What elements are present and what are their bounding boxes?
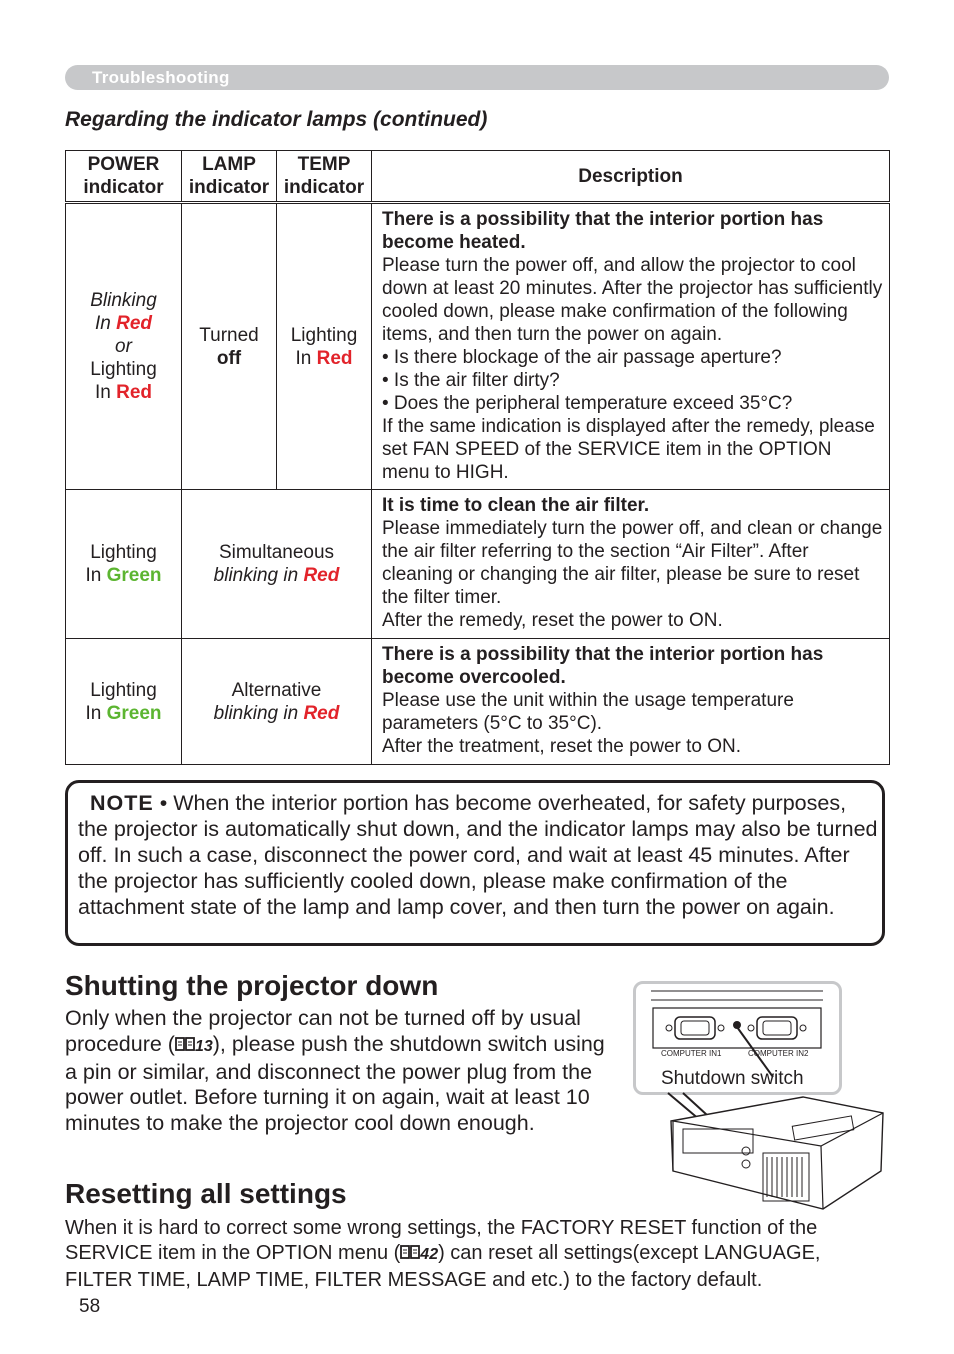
- book-icon: [400, 1244, 420, 1261]
- subsection-title: Regarding the indicator lamps (continued): [65, 108, 488, 131]
- temp-indicator-header: TEMP indicator: [277, 151, 372, 203]
- reset-heading: Resetting all settings: [65, 1178, 347, 1209]
- description-header: Description: [372, 151, 890, 203]
- indicator-table: [65, 150, 890, 765]
- port-label-1: COMPUTER IN1: [661, 1049, 722, 1058]
- lamp-cell: Turned off: [182, 203, 277, 490]
- power-indicator-header: POWER indicator: [66, 151, 182, 203]
- port-label-2: COMPUTER IN2: [748, 1049, 809, 1058]
- table-row: [66, 639, 890, 765]
- table-row: [66, 203, 890, 490]
- page-number: 58: [79, 1296, 101, 1317]
- power-cell: Lighting In Green: [66, 490, 182, 639]
- description-cell: There is a possibility that the interior portion has become heated. Please turn the power off, and allow the projector to cool down at least 20 minutes. After the projector has sufficiently cooled down, please make confirmation of the following items, and then turn the power on again. • Is there blockage of the air passage aperture? • Is the air filter dirty? • Does the peripheral temperature exceed 35°C? If the same indication is displayed after the remedy, please set FAN SPEED of the SERVICE item in the OPTION menu to HIGH.: [372, 203, 890, 490]
- section-title: Troubleshooting: [92, 68, 230, 87]
- description-cell: It is time to clean the air filter. Please immediately turn the power off, and clean or change the air filter referring to the section “Air Filter”. After cleaning or changing the air filter, please be sure to reset the filter timer. After the remedy, reset the power to ON.: [372, 490, 890, 639]
- description-title: There is a possibility that the interior portion has become heated.: [382, 209, 824, 253]
- lamp-temp-cell: Simultaneous blinking in Red: [182, 490, 372, 639]
- note-text: NOTE • When the interior portion has become overheated, for safety purposes, the projector is automatically shut down, and the indicator lamps may also be turned off. In such a case, disconnect the power cord, and wait at least 45 minutes. After the projector has sufficiently cooled down, please make confirmation of the attachment state of the lamp and lamp cover, and then turn the power on again.: [78, 791, 878, 919]
- section-header-bar: [65, 65, 889, 90]
- shutdown-switch-label: Shutdown switch: [661, 1068, 804, 1089]
- table-row: [66, 490, 890, 639]
- shutdown-heading: Shutting the projector down: [65, 970, 439, 1001]
- projector-illustration: [633, 981, 893, 1221]
- reference-link[interactable]: 13: [175, 1038, 213, 1055]
- description-title: There is a possibility that the interior portion has become overcooled.: [382, 644, 824, 688]
- description-title: It is time to clean the air filter.: [382, 495, 650, 516]
- temp-cell: Lighting In Red: [277, 203, 372, 490]
- lamp-indicator-header: LAMP indicator: [182, 151, 277, 203]
- note-box: [65, 780, 885, 946]
- lamp-temp-cell: Alternative blinking in Red: [182, 639, 372, 765]
- note-label: NOTE: [90, 791, 154, 815]
- reset-paragraph: When it is hard to correct some wrong settings, the FACTORY RESET function of the SERVICE item in the OPTION menu ( 42) can reset all settings(except LANGUAGE, FILTER TIME, LAMP TIME, FILTER MESSAGE and etc.) to the factory default.: [65, 1217, 821, 1291]
- description-cell: There is a possibility that the interior portion has become overcooled. Please use the unit within the usage temperature parameters (5°C to 35°C). After the treatment, reset the power to ON.: [372, 639, 890, 765]
- power-cell: Lighting In Green: [66, 639, 182, 765]
- table-header-row: [66, 151, 890, 203]
- shutdown-paragraph: Only when the projector can not be turned off by usual procedure ( 13), please push the shutdown switch using a pin or similar, and disconnect the power plug from the power outlet. Before turning it on again, wait at least 10 minutes to make the projector cool down enough.: [65, 1006, 605, 1136]
- reference-link[interactable]: 42: [400, 1246, 438, 1263]
- book-icon: [175, 1036, 195, 1053]
- power-cell: Blinking In Red or Lighting In Red: [66, 203, 182, 490]
